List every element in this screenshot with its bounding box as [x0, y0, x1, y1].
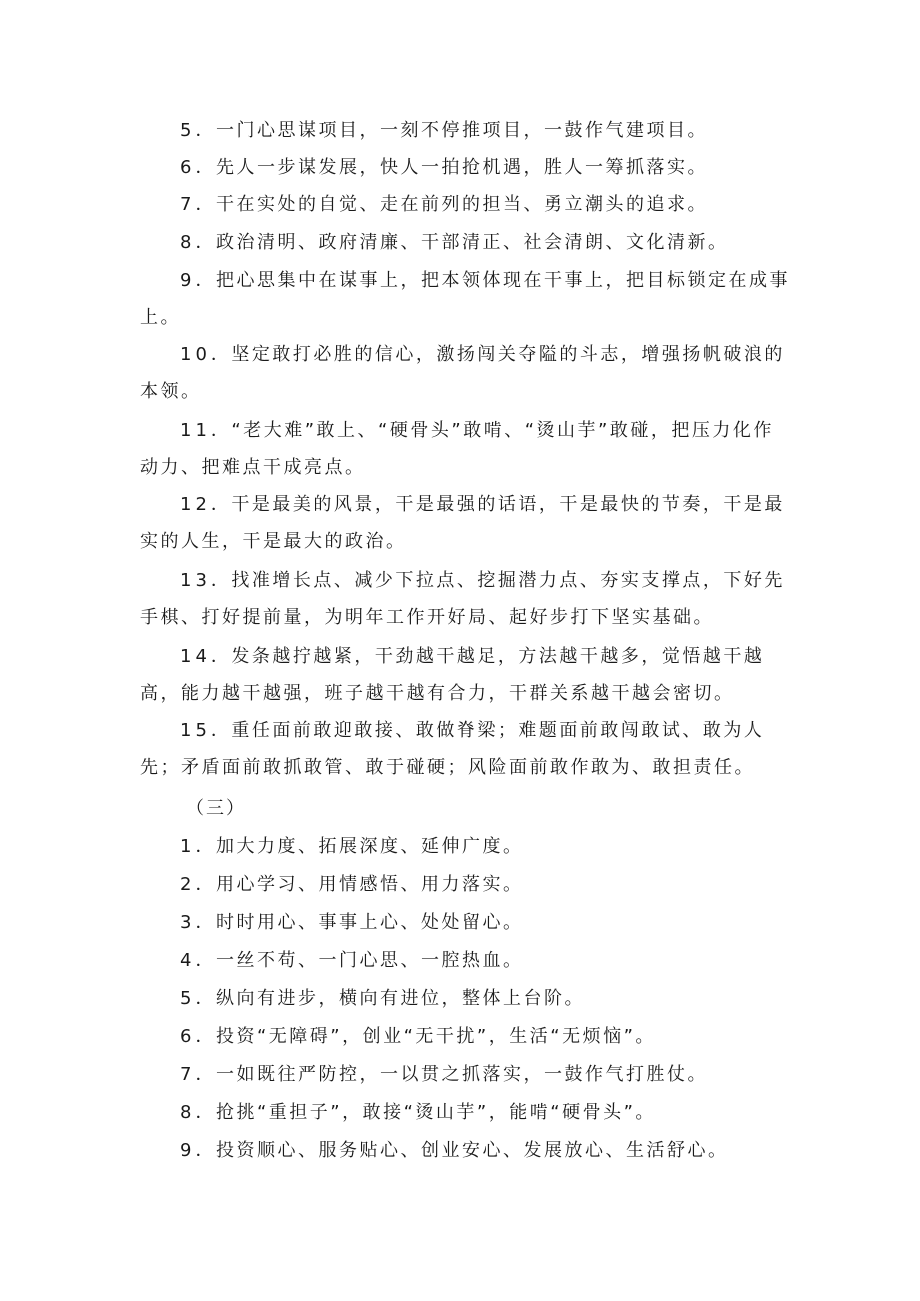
item-text: ．一如既往严防控，一以贯之抓落实，一鼓作气打胜仗。 [195, 1064, 708, 1085]
item-text: ．投资“无障碍”，创业“无干扰”，生活“无烦恼”。 [195, 1026, 656, 1047]
list-item [140, 980, 790, 1017]
list-item [140, 1056, 790, 1093]
item-text: ．干是最美的风景，干是最强的话语，干是最快的节奏，干是最实的人生，干是最大的政治。 [140, 494, 785, 552]
item-number: 15 [180, 720, 211, 741]
item-number: 9 [180, 1140, 196, 1161]
item-number: 9 [180, 270, 196, 291]
item-text: ．一门心思谋项目，一刻不停推项目，一鼓作气建项目。 [195, 120, 708, 141]
item-text: ．干在实处的自觉、走在前列的担当、勇立潮头的追求。 [195, 194, 708, 215]
list-item [140, 486, 790, 560]
item-number: 4 [180, 950, 196, 971]
item-number: 14 [180, 646, 211, 667]
item-number: 8 [180, 1102, 196, 1123]
list-item [140, 186, 790, 223]
list-item [140, 866, 790, 903]
item-text: ．政治清明、政府清廉、干部清正、社会清朗、文化清新。 [195, 232, 729, 253]
item-number: 6 [180, 157, 196, 178]
list-item [140, 904, 790, 941]
item-text: ．先人一步谋发展，快人一拍抢机遇，胜人一筹抓落实。 [195, 157, 708, 178]
list-item [140, 1132, 790, 1169]
list-item [140, 942, 790, 979]
item-number: 5 [180, 120, 196, 141]
list-item [140, 828, 790, 865]
item-number: 1 [180, 836, 196, 857]
list-item [140, 149, 790, 186]
item-text: ．加大力度、拓展深度、延伸广度。 [195, 836, 524, 857]
list-item [140, 1094, 790, 1131]
item-text: ．重任面前敢迎敢接、敢做脊梁；难题面前敢闯敢试、敢为人先；矛盾面前敢抓敢管、敢于碰硬；风险面前敢作敢为、敢担责任。 [140, 720, 765, 778]
item-number: 3 [180, 912, 196, 933]
list-item [140, 1018, 790, 1055]
item-text: ．投资顺心、服务贴心、创业安心、发展放心、生活舒心。 [195, 1140, 729, 1161]
item-number: 13 [180, 570, 211, 591]
list-item [140, 412, 790, 486]
section-heading: （三） [186, 798, 246, 819]
item-number: 11 [180, 420, 211, 441]
item-number: 8 [180, 232, 196, 253]
item-text: ．找准增长点、减少下拉点、挖掘潜力点、夯实支撑点，下好先手棋、打好提前量，为明年工作开好局、起好步打下坚实基础。 [140, 570, 785, 628]
item-text: ．坚定敢打必胜的信心，激扬闯关夺隘的斗志，增强扬帆破浪的本领。 [140, 344, 785, 402]
list-item [140, 562, 790, 636]
item-number: 6 [180, 1026, 196, 1047]
list-item [140, 112, 790, 149]
item-text: ．一丝不苟、一门心思、一腔热血。 [195, 950, 524, 971]
list-item [140, 262, 790, 336]
list-item [140, 336, 790, 410]
item-number: 2 [180, 874, 196, 895]
item-text: ．抢挑“重担子”，敢接“烫山芋”，能啃“硬骨头”。 [195, 1102, 656, 1123]
list-item [140, 224, 790, 261]
list-item [140, 638, 790, 712]
item-text: ．“老大难”敢上、“硬骨头”敢啃、“烫山芋”敢碰，把压力化作动力、把难点干成亮点。 [140, 420, 774, 478]
item-text: ．纵向有进步，横向有进位，整体上台阶。 [195, 988, 585, 1009]
item-number: 7 [180, 194, 196, 215]
list-item [140, 712, 790, 786]
item-text: ．把心思集中在谋事上，把本领体现在干事上，把目标锁定在成事上。 [140, 270, 790, 328]
item-number: 7 [180, 1064, 196, 1085]
item-text: ．发条越拧越紧，干劲越干越足，方法越干越多，觉悟越干越高，能力越干越强，班子越干越有合力，干群关系越干越会密切。 [140, 646, 765, 704]
item-number: 10 [180, 344, 211, 365]
item-number: 12 [180, 494, 211, 515]
item-text: ．时时用心、事事上心、处处留心。 [195, 912, 524, 933]
item-number: 5 [180, 988, 196, 1009]
item-text: ．用心学习、用情感悟、用力落实。 [195, 874, 524, 895]
